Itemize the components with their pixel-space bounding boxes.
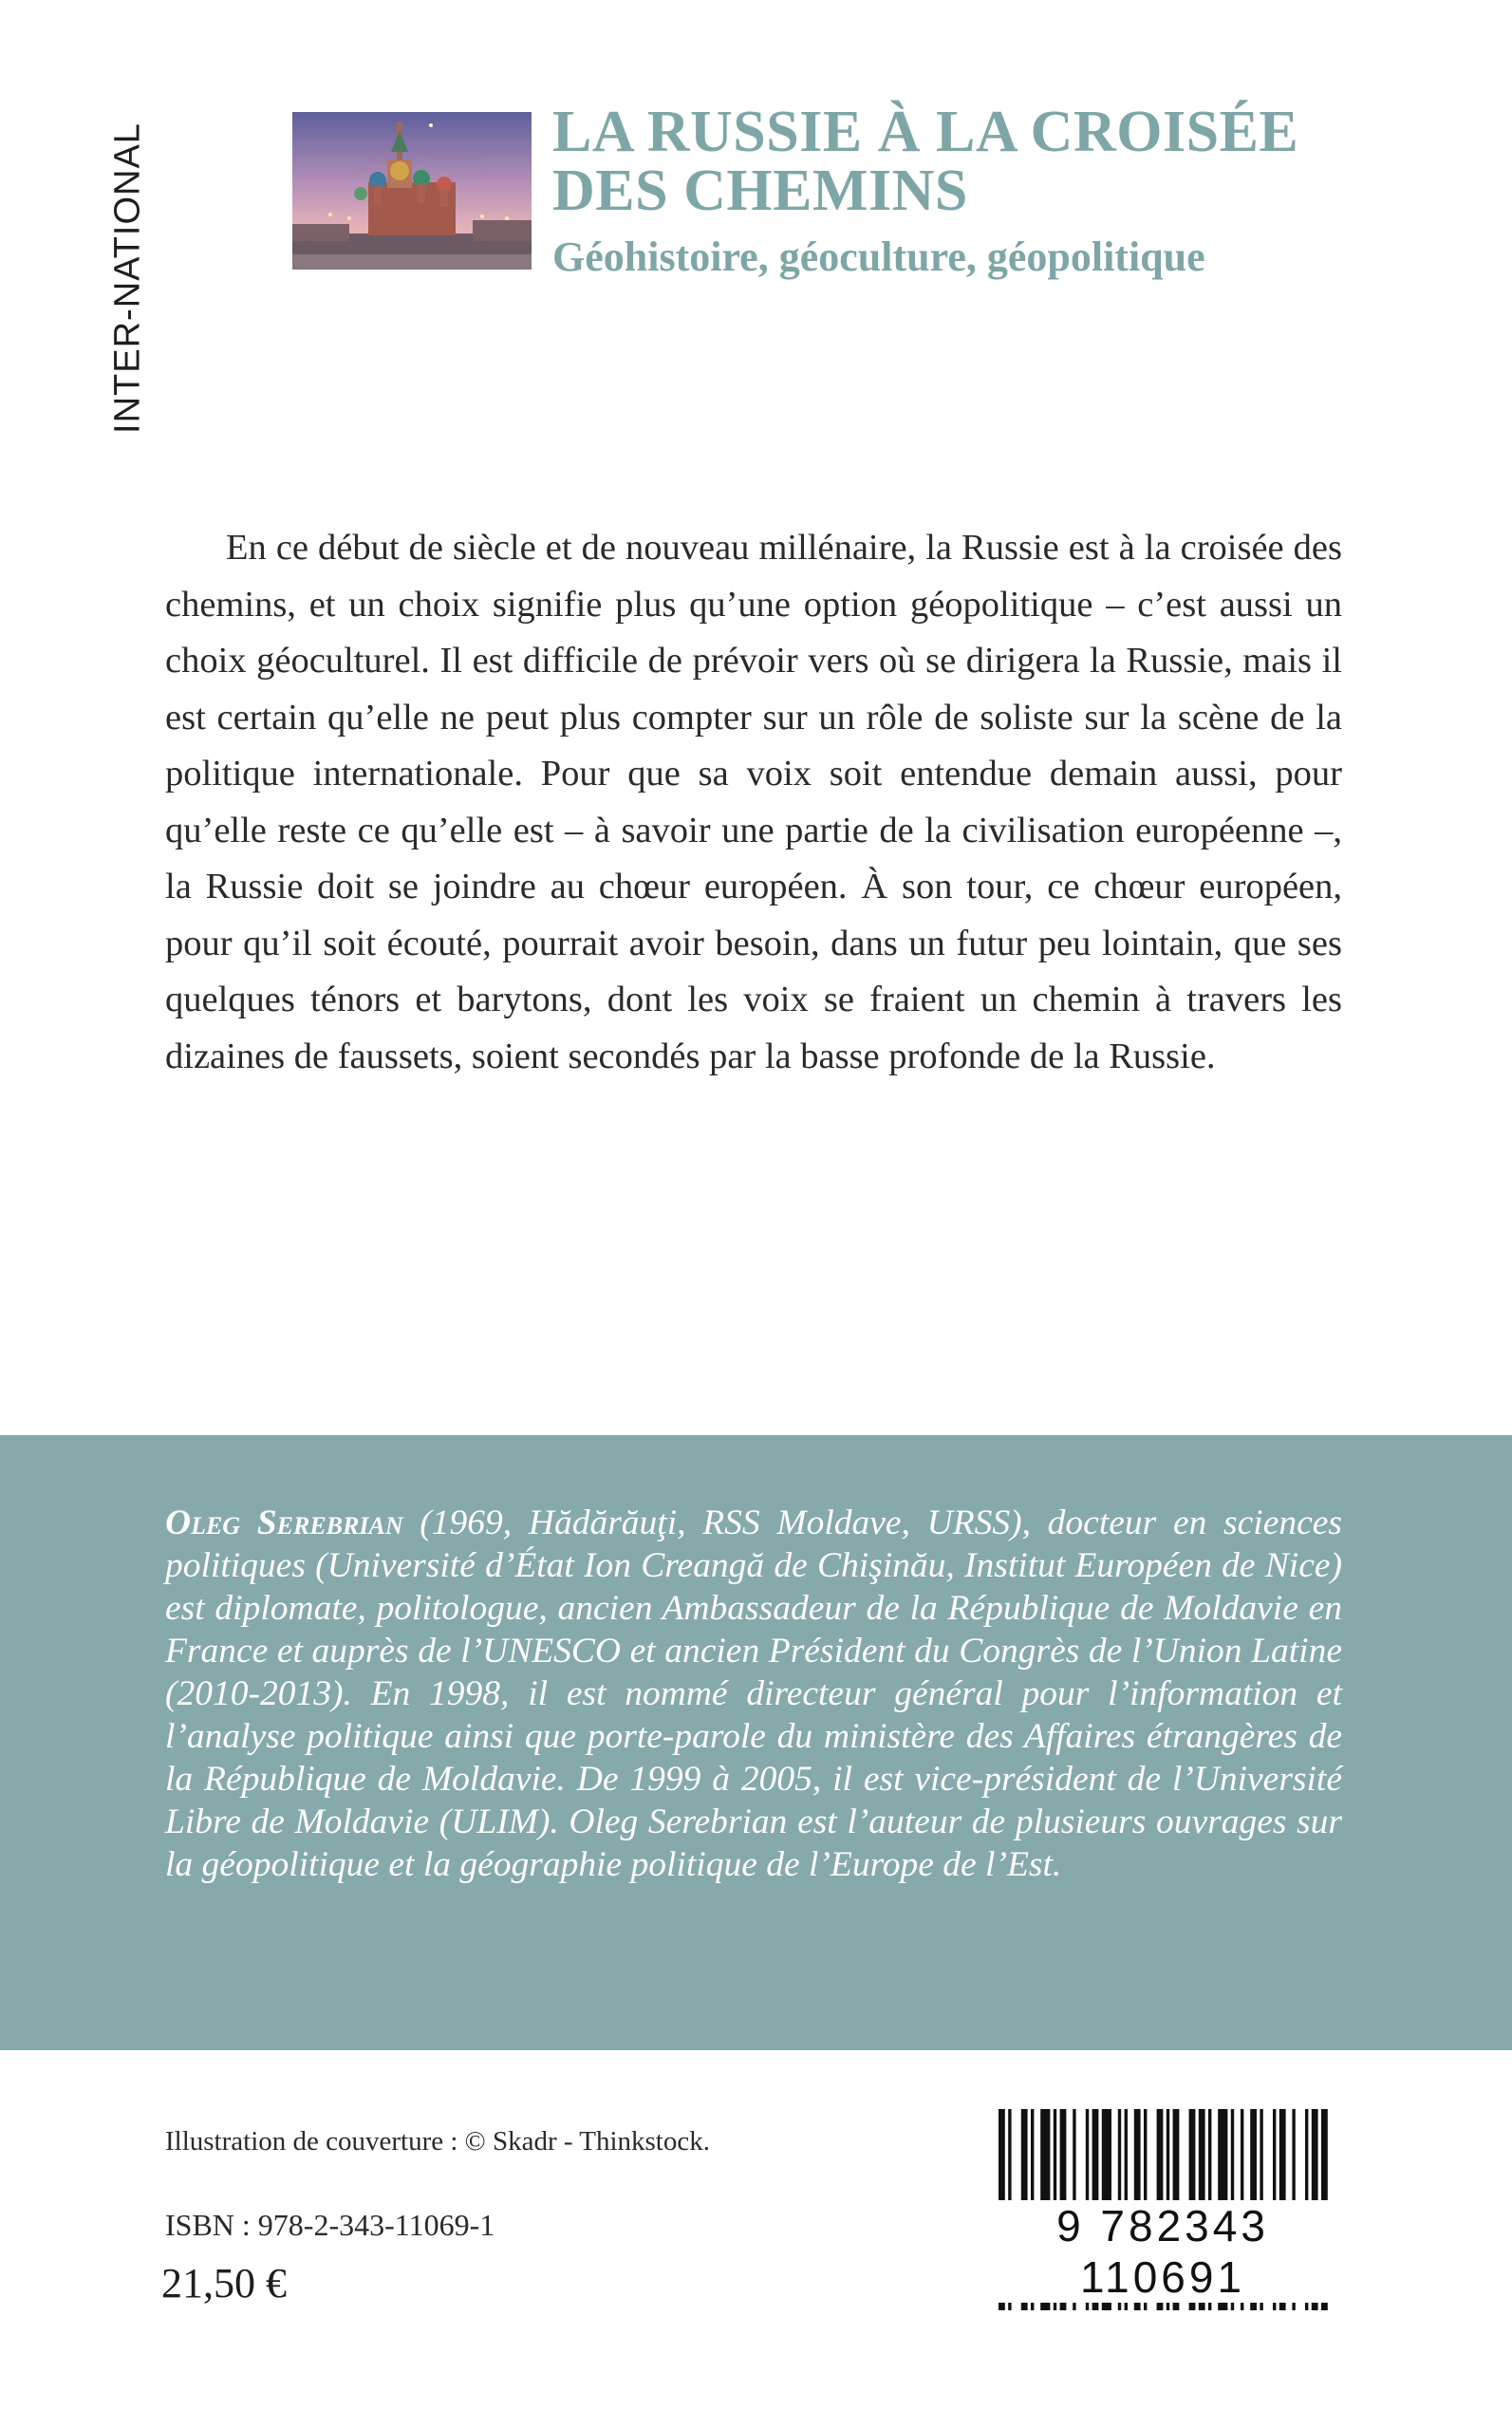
- book-title: [552, 100, 1464, 223]
- author-name: Oleg Serebrian: [165, 1503, 403, 1542]
- title-line-2: DES CHEMINS: [552, 159, 968, 223]
- series-label: [100, 112, 157, 444]
- title-line-1: LA RUSSIE À LA CROISÉE: [552, 100, 1299, 164]
- cover-credit: Illustration de couverture : © Skadr - Thinkstock.: [165, 2126, 710, 2157]
- saint-basil-cathedral-photo: [292, 112, 532, 270]
- cover-photo: [292, 112, 532, 270]
- book-subtitle: Géohistoire, géoculture, géopolitique: [552, 233, 1205, 280]
- blurb-paragraph: En ce début de siècle et de nouveau millénaire, la Russie est à la croisée des chemins, et un choix signifie plus qu’une option géopolitique – c’est aussi un choix géoculturel. Il est difficile de prévoir vers où se dirigera la Russie, mais il est certain qu’elle ne peut plus compter sur un rôle de soliste sur la scène de la politique internationale. Pour que sa voix soit entendue demain aussi, pour qu’elle reste ce qu’elle est – à savoir une partie de la civilisation européenne –, la Russie doit se joindre au chœur européen. À son tour, ce chœur européen, pour qu’il soit écouté, pourrait avoir besoin, dans un futur peu lointain, que ses quelques ténors et barytons, dont les voix se fraient un chemin à travers les dizaines de faussets, soient secondés par la basse profonde de la Russie.: [165, 528, 1342, 1076]
- author-bio-text: (1969, Hădărăuţi, RSS Moldave, URSS), docteur en sciences politiques (Université d’État Ion Creangă de Chişinău, Institut Européen de Nice) est diplomate, politologue, ancien Ambassadeur de la République de Moldavie en France et auprès de l’UNESCO et ancien Président du Congrès de l’Union Latine (2010-2013). En 1998, il est nommé directeur général pour l’information et l’analyse politique ainsi que porte-parole du ministère des Affaires étrangères de la République de Moldavie. De 1999 à 2005, il est vice-président de l’Université Libre de Moldavie (ULIM). Oleg Serebrian est l’auteur de plusieurs ouvrages sur la géopolitique et la géographie politique de l’Europe de l’Est.: [165, 1503, 1342, 1884]
- price: 21,50 €: [161, 2260, 287, 2306]
- isbn: ISBN : 978-2-343-11069-1: [165, 2208, 495, 2242]
- barcode-digits: 9 782343 110691: [987, 2200, 1338, 2303]
- series-name: INTER-NATIONAL: [107, 122, 148, 434]
- author-bio: [165, 1502, 1342, 1886]
